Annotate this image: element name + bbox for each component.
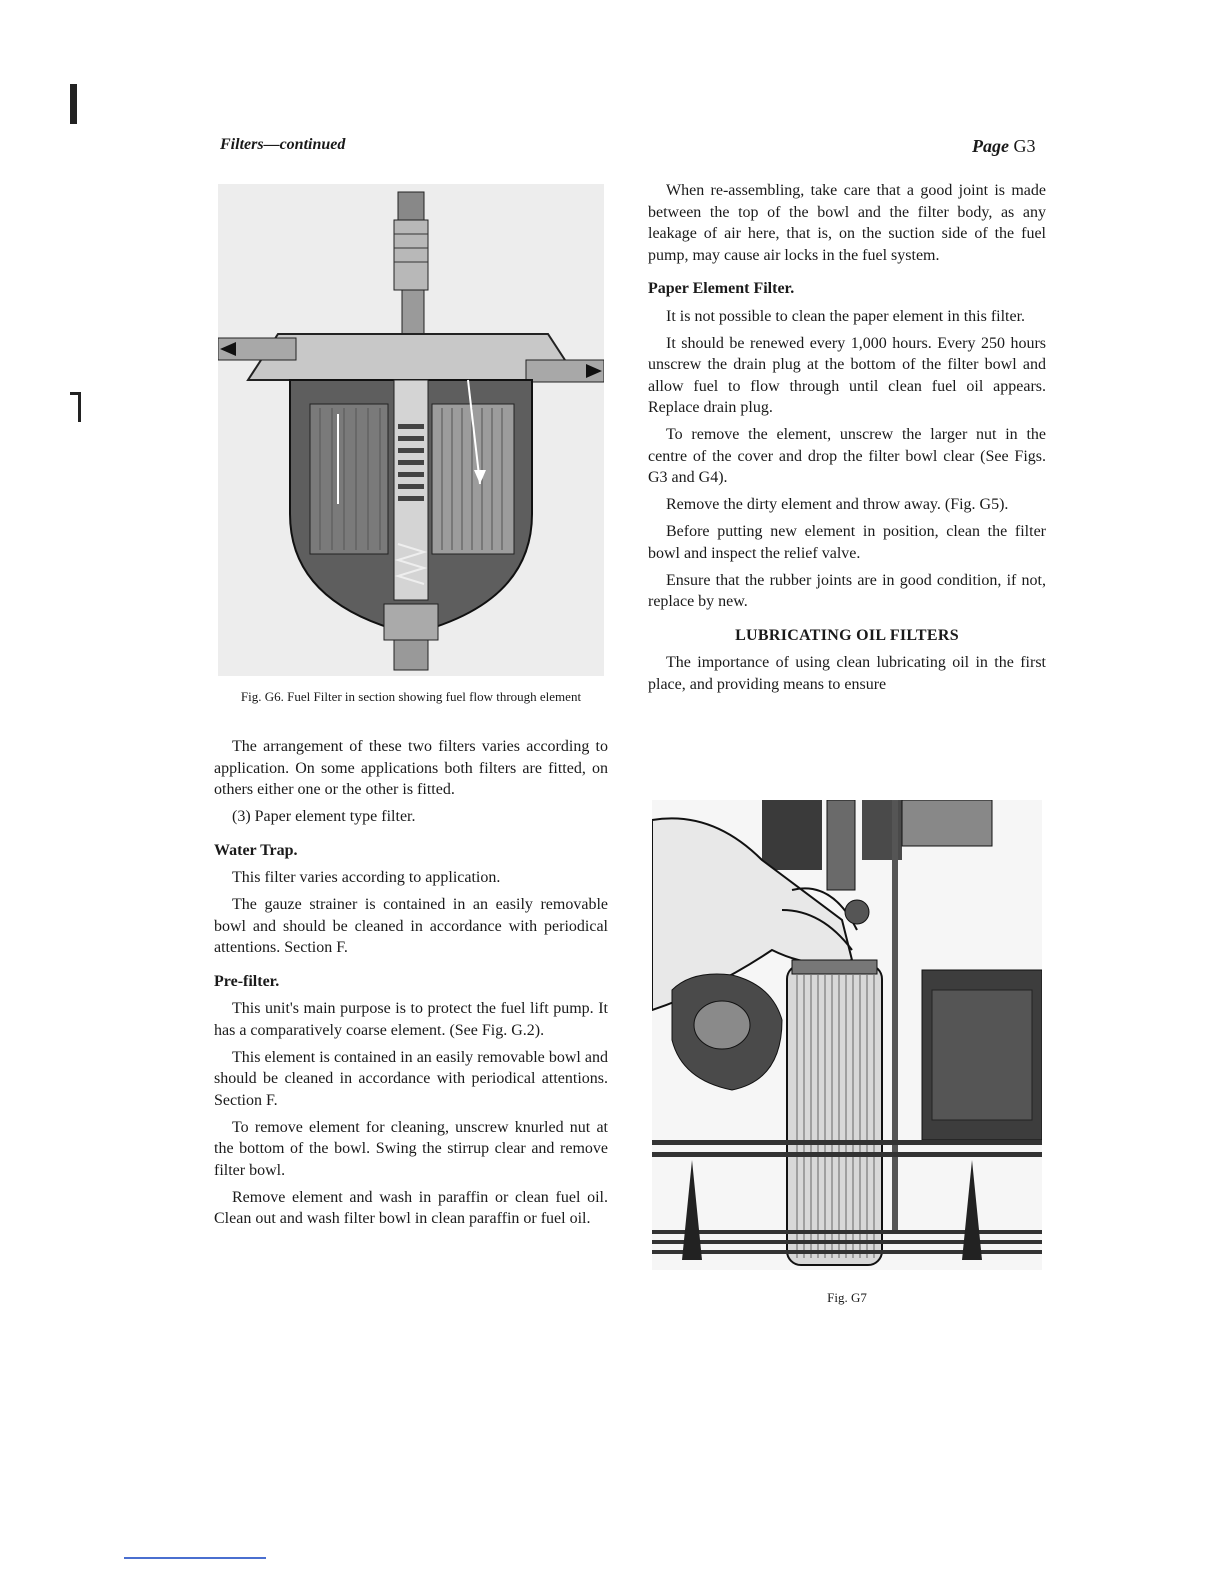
section-header: Filters—continued	[220, 136, 346, 153]
figure-g6-caption	[214, 688, 608, 705]
page-number	[972, 136, 1035, 157]
margin-mark-top	[70, 84, 77, 124]
margin-mark-bracket-tick	[70, 392, 80, 395]
paragraph: To remove element for cleaning, unscrew knurled nut at the bottom of the bowl. Swing the stirrup clear and remove filter bowl.	[214, 1118, 608, 1179]
subheading-water-trap: Water Trap.	[214, 841, 298, 859]
paragraph: The gauze strainer is contained in an easily removable bowl and should be cleaned in accordance with periodical attentions. Section F.	[214, 896, 608, 956]
subheading-paper-element: Paper Element Filter.	[648, 280, 795, 297]
figure-g6-text: Fuel Filter in section showing fuel flow through element	[287, 689, 582, 704]
paragraph: The arrangement of these two filters varies according to application. On some applications both filters are fitted, on others either one or the other is fitted.	[214, 738, 608, 798]
right-column	[648, 180, 1046, 701]
figure-g7-caption: Fig. G7	[827, 1290, 867, 1305]
paragraph: (3) Paper element type filter.	[232, 808, 416, 825]
paragraph: Ensure that the rubber joints are in good condition, if not, replace by new.	[648, 571, 1046, 610]
paragraph: Remove the dirty element and throw away. (Fig. G5).	[666, 496, 1009, 513]
margin-mark-bracket	[78, 392, 81, 422]
fuel-filter-section-illustration	[218, 184, 604, 676]
paragraph: The importance of using clean lubricating oil in the first place, and providing means to ensure	[648, 654, 1046, 693]
page-id: G3	[1013, 136, 1036, 156]
paragraph: It is not possible to clean the paper element in this filter.	[666, 307, 1026, 325]
paragraph: To remove the element, unscrew the larger nut in the centre of the cover and drop the filter bowl clear (See Figs. G3 and G4).	[648, 426, 1046, 486]
section-heading-lubricating-oil-filters: LUBRICATING OIL FILTERS	[735, 626, 959, 644]
oil-filter-removal-illustration	[652, 800, 1042, 1270]
paragraph: When re-assembling, take care that a good joint is made between the top of the bowl and the filter body, as any leakage of air here, that is, on the suction side of the fuel pump, may cause air locks in the fuel system.	[648, 182, 1046, 264]
footer-rule	[124, 1557, 266, 1559]
subheading-prefilter: Pre-filter.	[214, 972, 280, 990]
left-column	[214, 736, 608, 1235]
paragraph: This unit's main purpose is to protect the fuel lift pump. It has a comparatively coarse element. (See Fig. G.2).	[214, 1000, 608, 1039]
paragraph: Before putting new element in position, clean the filter bowl and inspect the relief valve.	[648, 523, 1046, 562]
figure-g6-label: Fig. G6.	[240, 689, 284, 704]
paragraph: It should be renewed every 1,000 hours. Every 250 hours unscrew the drain plug at the bottom of the filter bowl and allow fuel to flow through until clean fuel oil appears. Replace drain plug.	[648, 334, 1046, 416]
paragraph: This filter varies according to application.	[232, 869, 501, 886]
paragraph: Remove element and wash in paraffin or clean fuel oil. Clean out and wash filter bowl in clean paraffin or fuel oil.	[214, 1188, 608, 1227]
paragraph: This element is contained in an easily removable bowl and should be cleaned in accordance with periodical attentions. Section F.	[214, 1048, 608, 1109]
page-label: Page	[972, 136, 1009, 156]
